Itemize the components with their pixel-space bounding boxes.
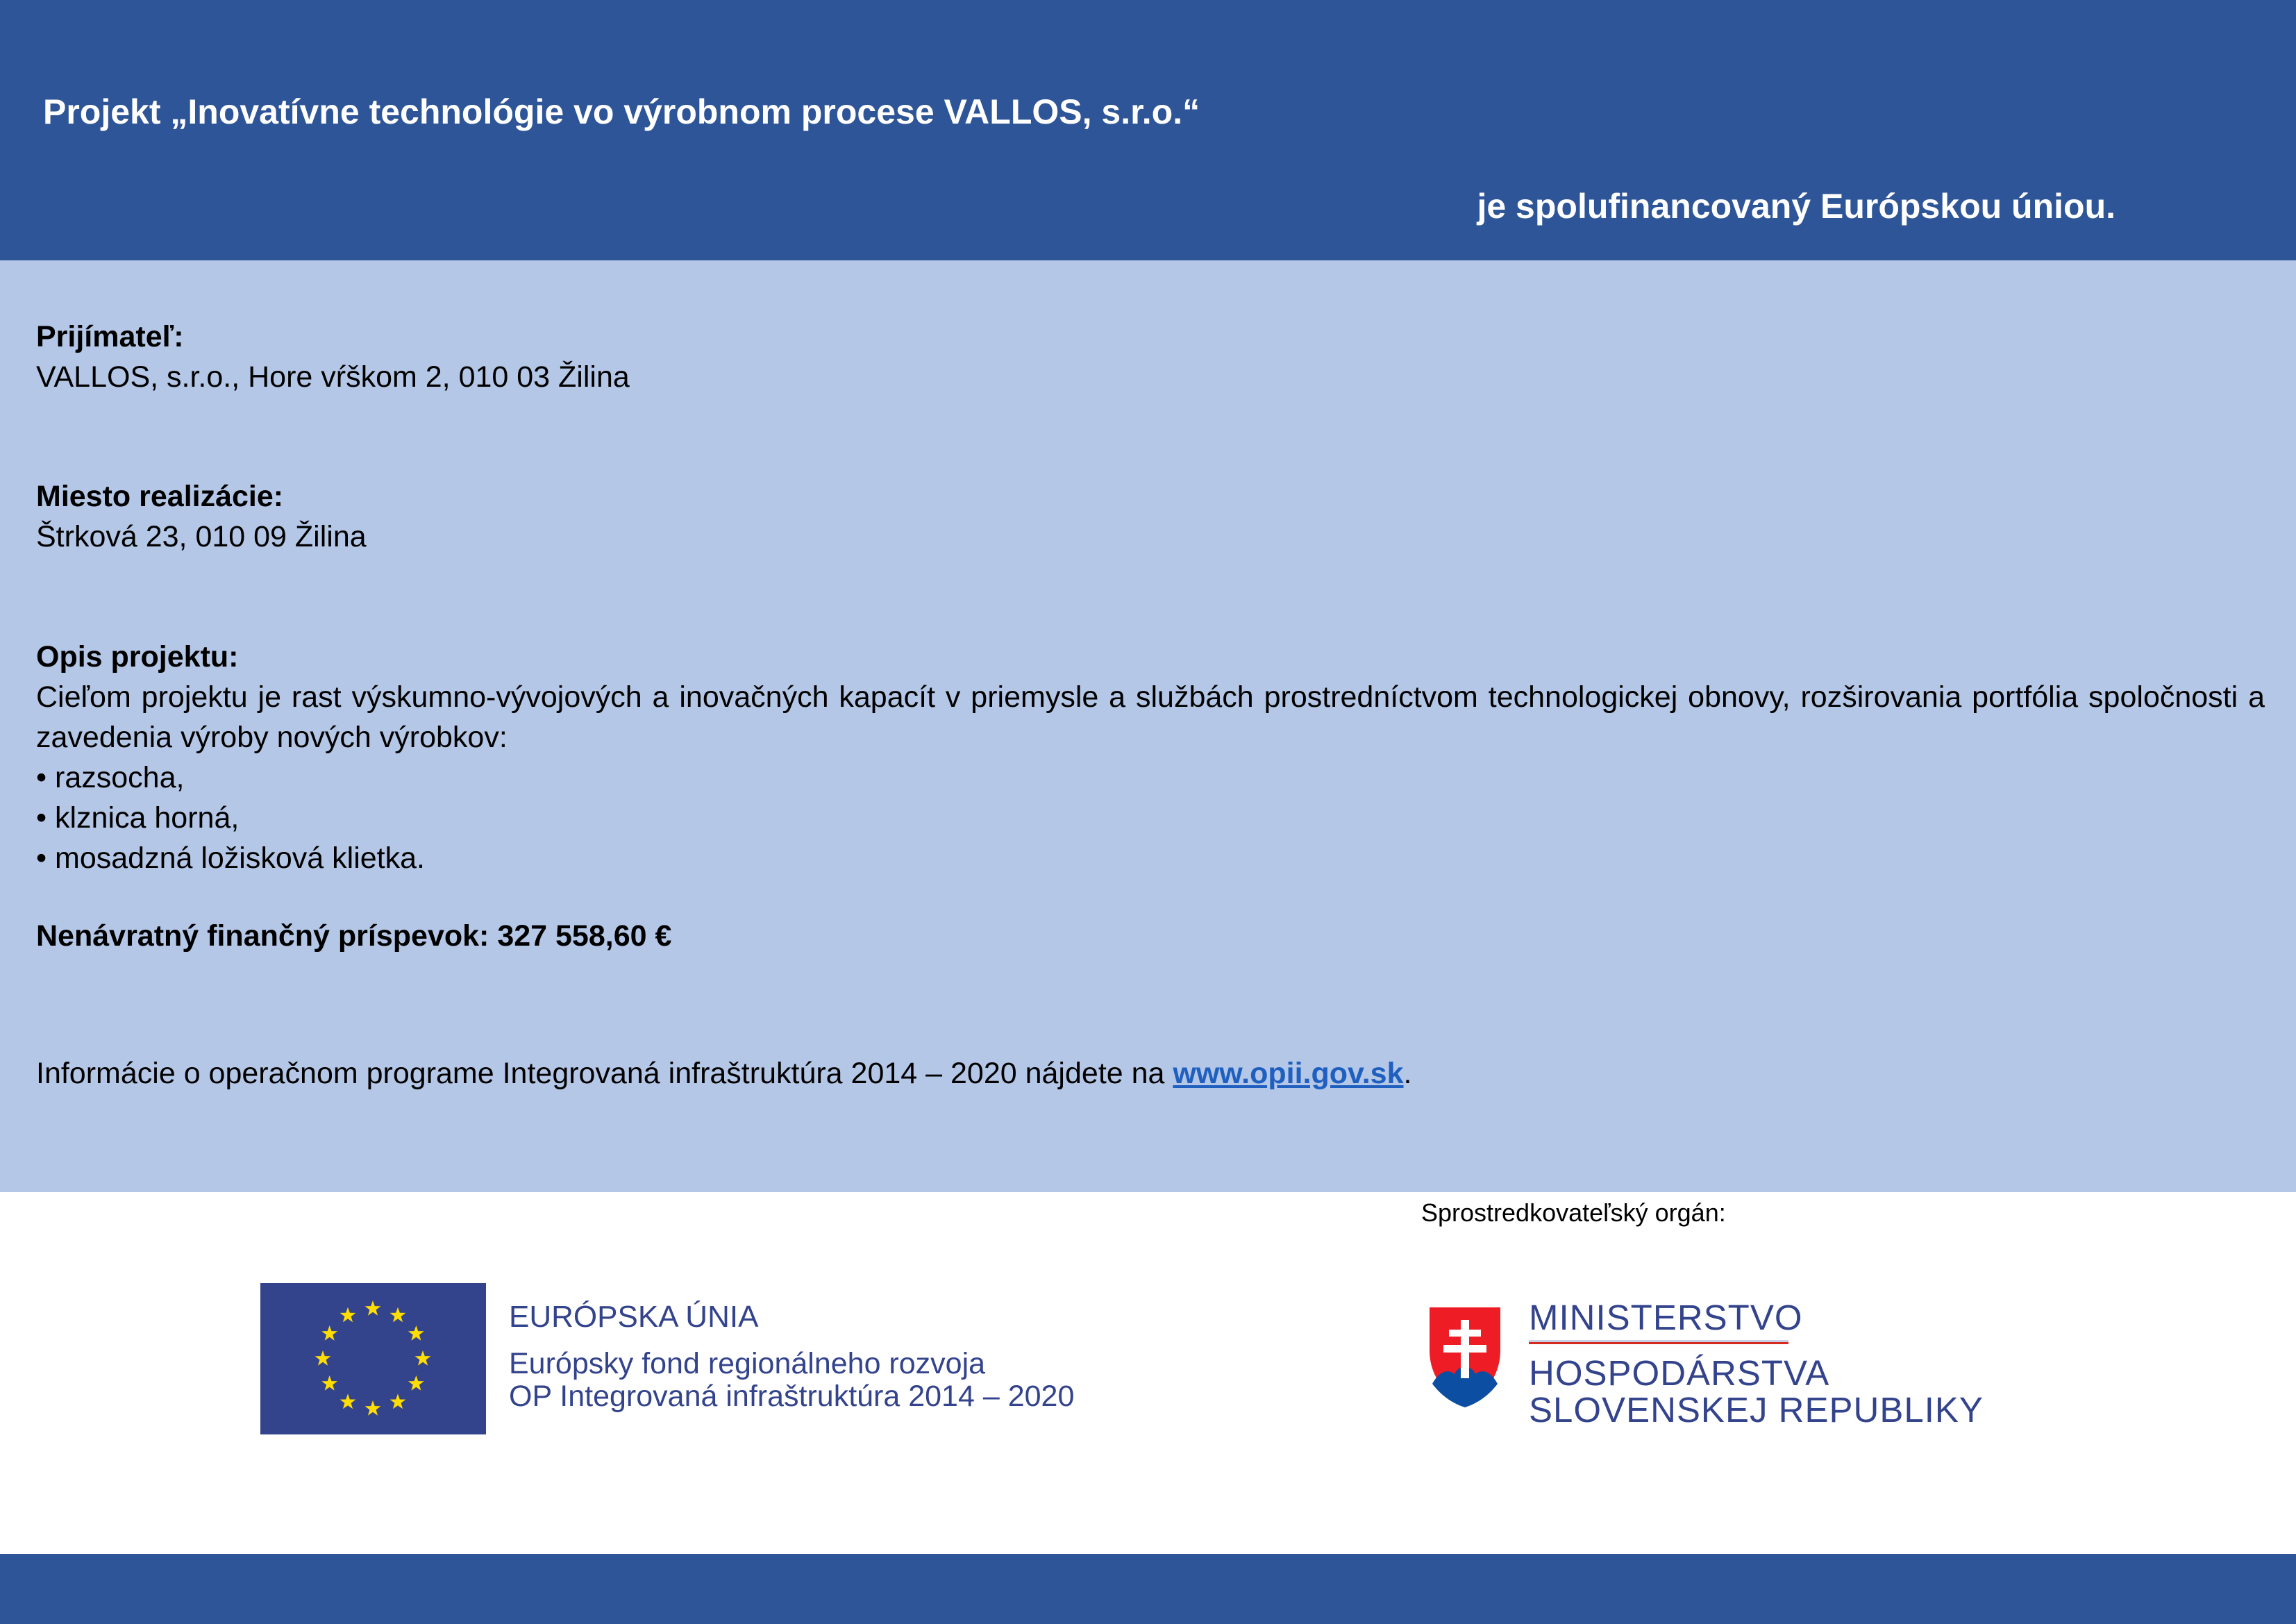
- location-label: Miesto realizácie:: [36, 480, 284, 513]
- cofinance-statement: je spolufinancovaný Európskou úniou.: [1477, 187, 2115, 226]
- program-info-text: Informácie o operačnom programe Integrovaná infraštruktúra 2014 – 2020 nájdete na: [36, 1057, 1173, 1090]
- eu-flag-icon: [260, 1283, 486, 1434]
- ministry-line-2: HOSPODÁRSTVA: [1529, 1353, 1830, 1393]
- ministry-line-1: MINISTERSTVO: [1529, 1298, 1803, 1337]
- slovak-crest-icon: [1424, 1302, 1506, 1413]
- location-block: [36, 476, 2265, 557]
- header-banner: [0, 0, 2296, 260]
- ministry-divider: [1529, 1340, 1788, 1344]
- project-title: Projekt „Inovatívne technológie vo výrobnom procese VALLOS, s.r.o.“: [43, 92, 1200, 131]
- eu-star-icon: [365, 1400, 381, 1416]
- contribution-block: [36, 916, 2265, 956]
- recipient-label: Prijímateľ:: [36, 320, 184, 353]
- eu-star-icon: [340, 1307, 356, 1323]
- footer-bar: [0, 1554, 2296, 1624]
- eu-star-icon: [321, 1325, 337, 1341]
- recipient-block: [36, 317, 2265, 397]
- list-item: • razsocha,: [36, 761, 185, 794]
- program-info: [36, 1053, 2265, 1094]
- location-value: Štrková 23, 010 09 Žilina: [36, 520, 367, 553]
- description-text: Cieľom projektu je rast výskumno-vývojových a inovačných kapacít v priemysle a službách prostredníctvom technologickej obnovy, rozširovania portfólia spoločnosti a zavedenia výroby nových výrobkov:: [36, 680, 2265, 754]
- list-item: • klznica horná,: [36, 801, 240, 835]
- eu-star-icon: [390, 1307, 406, 1323]
- eu-star-icon: [408, 1325, 424, 1341]
- eu-star-icon: [340, 1393, 356, 1409]
- recipient-value: VALLOS, s.r.o., Hore vŕškom 2, 010 03 Žilina: [36, 360, 630, 394]
- intermediary-label: Sprostredkovateľský orgán:: [1421, 1198, 1726, 1227]
- eu-star-icon: [321, 1375, 337, 1391]
- eu-logo-fund: Európsky fond regionálneho rozvoja: [509, 1347, 986, 1380]
- contribution-amount: Nenávratný finančný príspevok: 327 558,60 €: [36, 919, 672, 953]
- info-panel: [0, 260, 2296, 1192]
- description-label: Opis projektu:: [36, 640, 239, 673]
- eu-star-icon: [365, 1300, 381, 1316]
- eu-star-icon: [415, 1350, 431, 1366]
- list-item: • mosadzná ložisková klietka.: [36, 842, 425, 875]
- eu-star-icon: [408, 1375, 424, 1391]
- eu-logo-title: EURÓPSKA ÚNIA: [509, 1300, 759, 1334]
- program-info-after: .: [1403, 1057, 1412, 1090]
- description-block: [36, 637, 2265, 878]
- ministry-line-3: SLOVENSKEJ REPUBLIKY: [1529, 1390, 1984, 1430]
- eu-logo-program: OP Integrovaná infraštruktúra 2014 – 2020: [509, 1380, 1075, 1413]
- eu-star-icon: [315, 1350, 331, 1366]
- eu-star-icon: [390, 1393, 406, 1409]
- program-link[interactable]: www.opii.gov.sk: [1173, 1057, 1404, 1090]
